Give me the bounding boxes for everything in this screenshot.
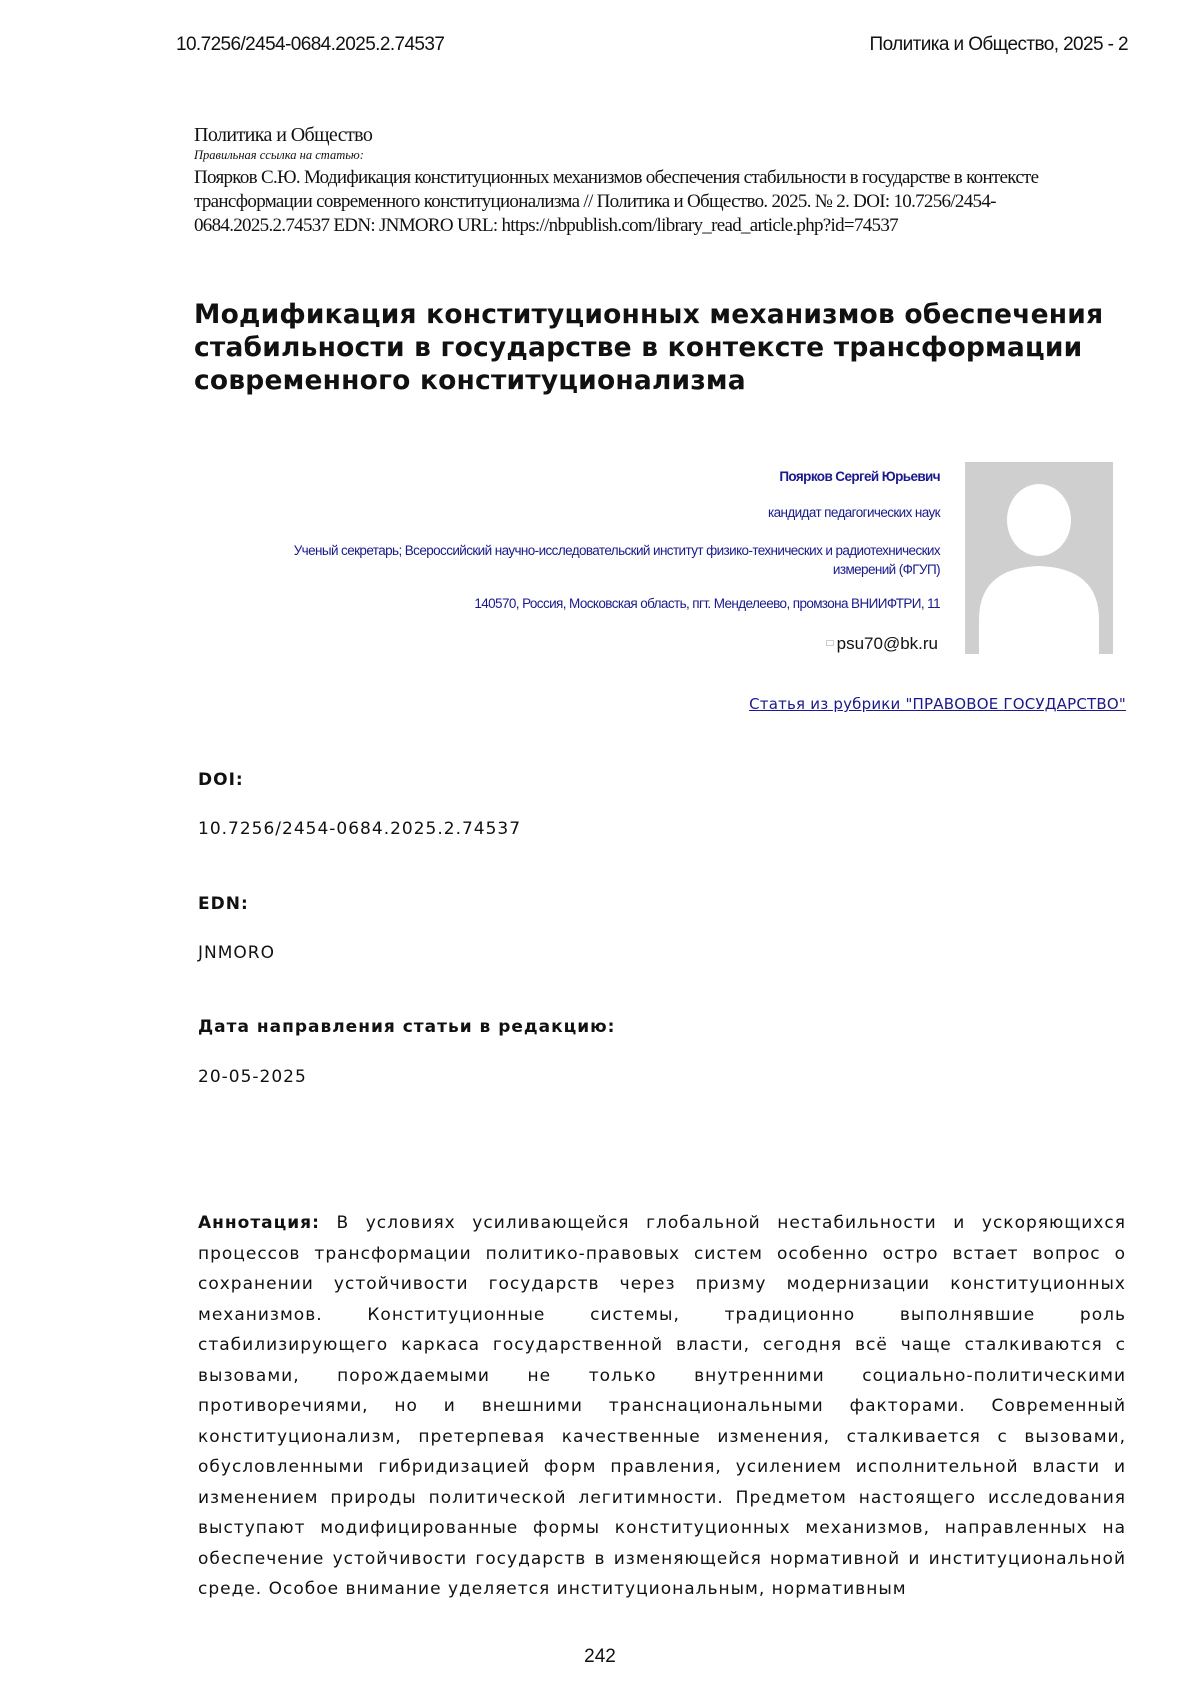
reference-citation: Поярков С.Ю. Модификация конституционных механизмов обеспечения стабильности в государстве в контексте трансформации современного конституционализма // Политика и Общество. 2025. № 2. DOI: 10.7256/2454-0684.2025.2.74537 EDN: JNMORO URL: https://nbpublish.com/library_read_article.php?id=74537 <box>194 167 1039 236</box>
doi-label: DOI: <box>198 770 244 790</box>
doi-value: 10.7256/2454-0684.2025.2.74537 <box>198 819 522 839</box>
abstract-label: Аннотация: <box>198 1213 320 1233</box>
edn-label: EDN: <box>198 894 249 914</box>
submission-date-label: Дата направления статьи в редакцию: <box>198 1017 616 1037</box>
author-position: Ученый секретарь; Всероссийский научно-исследовательский институт физико-технических и радиотехнических измерений (ФГУП) <box>293 543 940 577</box>
mail-icon <box>826 640 834 646</box>
reference-label: Правильная ссылка на статью: <box>194 148 364 162</box>
author-address: 140570, Россия, Московская область, пгт. Менделеево, промзона ВНИИФТРИ, 11 <box>474 596 940 611</box>
header-doi: 10.7256/2454-0684.2025.2.74537 <box>176 34 445 55</box>
rubric-link[interactable]: Статья из рубрики "ПРАВОВОЕ ГОСУДАРСТВО" <box>749 695 1126 713</box>
person-silhouette-icon <box>965 462 1113 654</box>
abstract-text: В условиях усиливающейся глобальной нестабильности и ускоряющихся процессов трансформации политико-правовых систем особенно остро встает вопрос о сохранении устойчивости государств через призму модернизации конституционных механизмов. Конституционные системы, традиционно выполнявшие роль стабилизирующего каркаса государственной власти, сегодня всё чаще сталкиваются с вызовами, порождаемыми не только внутренними социально-политическими противоречиями, но и внешними транснациональными факторами. Современный конституционализм, претерпевая качественные изменения, сталкивается с вызовами, обусловленными гибридизацией форм правления, усилением исполнительной власти и изменением природы политической легитимности. Предметом настоящего исследования выступают модифицированные формы конституционных механизмов, направленных на обеспечение устойчивости государств в изменяющейся нормативной и институциональной среде. Особое внимание уделяется институциональным, нормативным <box>198 1213 1126 1599</box>
author-name: Поярков Сергей Юрьевич <box>779 469 940 484</box>
avatar <box>965 462 1113 654</box>
submission-date-value: 20-05-2025 <box>198 1067 307 1087</box>
reference-journal: Политика и Общество <box>194 124 373 146</box>
edn-value: JNMORO <box>198 943 275 963</box>
page-number: 242 <box>584 1646 616 1667</box>
article-title: Модификация конституционных механизмов обеспечения стабильности в государстве в контексте трансформации современного конституционализма <box>194 299 1104 396</box>
author-email[interactable]: psu70@bk.ru <box>836 634 938 653</box>
author-email-row <box>826 634 938 654</box>
header-journal-issue: Политика и Общество, 2025 - 2 <box>869 34 1128 55</box>
author-degree: кандидат педагогических наук <box>767 505 940 520</box>
abstract <box>198 1208 1126 1605</box>
